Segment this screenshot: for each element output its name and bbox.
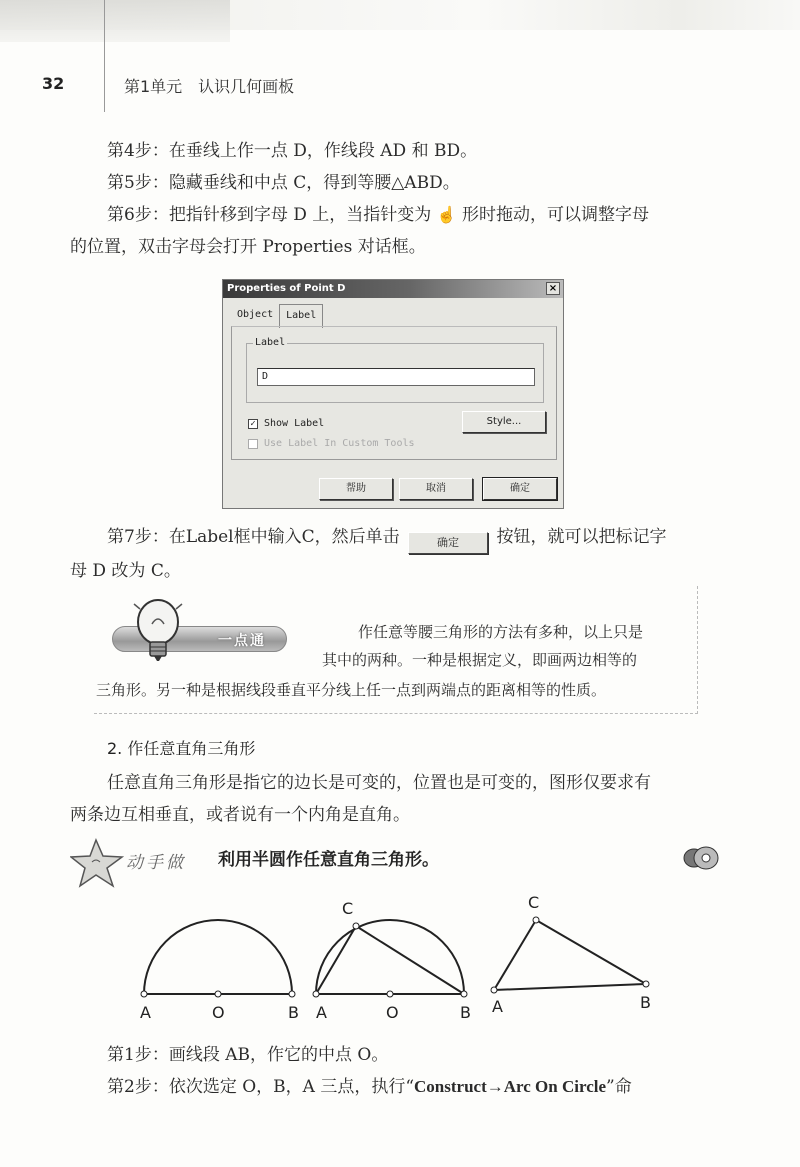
bottom-step-2-b: ”命 — [606, 1077, 632, 1097]
activity-task: 利用半圆作任意直角三角形。 — [218, 850, 439, 870]
chapter-title: 第1单元 认识几何画板 — [124, 77, 295, 96]
semicircle-arc — [144, 920, 292, 994]
right-triangle-figures — [120, 888, 680, 1028]
label-c-3: C — [528, 893, 540, 912]
activity-label: 动手做 — [126, 853, 186, 873]
segment-ab-3 — [494, 984, 646, 990]
step-6-line-2: 的位置，双击字母会打开 Properties 对话框。 — [70, 237, 426, 257]
point-a-2 — [313, 991, 319, 997]
point-c-3 — [533, 917, 539, 923]
style-button[interactable]: Style... — [462, 411, 546, 433]
close-icon[interactable]: × — [546, 282, 560, 295]
figure-semicircle — [140, 920, 299, 1022]
point-a — [141, 991, 147, 997]
label-b-2: B — [460, 1003, 471, 1022]
section-para-line-1: 任意直角三角形是指它的边长是可变的，位置也是可变的，图形仅要求有 — [107, 773, 651, 793]
section-heading: 2. 作任意直角三角形 — [107, 739, 256, 758]
step-4-text: 第4步：在垂线上作一点 D，作线段 AD 和 BD。 — [107, 141, 478, 161]
page-number: 32 — [42, 74, 65, 93]
step-6-text-b: 形时拖动，可以调整字母 — [462, 205, 649, 225]
point-o — [215, 991, 221, 997]
label-a-3: A — [492, 997, 503, 1016]
step-7-line-2: 母 D 改为 C。 — [70, 561, 181, 581]
label-c-2: C — [342, 899, 354, 918]
bottom-step-1: 第1步：画线段 AB，作它的中点 O。 — [107, 1045, 389, 1065]
step-7-text-a: 第7步：在Label框中输入C，然后单击 — [107, 527, 400, 547]
segment-ac-3 — [494, 920, 536, 990]
dialog-tabs — [231, 304, 323, 326]
tip-line-1: 作任意等腰三角形的方法有多种，以上只是 — [358, 623, 644, 641]
hand-pointer-icon: ☝ — [436, 205, 457, 224]
point-a-3 — [491, 987, 497, 993]
point-o-2 — [387, 991, 393, 997]
label-o-2: O — [386, 1003, 399, 1022]
scan-header-shade — [0, 0, 230, 42]
bottom-step-2-a: 第2步：依次选定 O，B，A 三点，执行“ — [107, 1077, 415, 1097]
tip-line-2: 其中的两种。一种是根据定义，即画两边相等的 — [322, 651, 638, 669]
label-o: O — [212, 1003, 225, 1022]
dialog-tab-panel — [231, 326, 557, 460]
label-a: A — [140, 1003, 151, 1022]
label-b: B — [288, 1003, 299, 1022]
tip-line-3: 三角形。另一种是根据线段垂直平分线上任一点到两端点的距离相等的性质。 — [96, 681, 607, 699]
cancel-button[interactable]: 取消 — [399, 478, 473, 500]
ok-button[interactable]: 确定 — [483, 478, 557, 500]
use-label-checkbox — [248, 439, 258, 449]
label-group-title: Label — [255, 337, 286, 348]
label-group — [246, 337, 544, 403]
segment-cb-3 — [536, 920, 646, 984]
header-divider — [104, 0, 105, 112]
step-6-line-1 — [107, 200, 649, 230]
section-para-line-2: 两条边互相垂直，或者说有一个内角是直角。 — [70, 805, 410, 825]
figure-inscribed-triangle — [313, 899, 471, 1022]
point-b-2 — [461, 991, 467, 997]
show-label-text: Show Label — [264, 418, 325, 429]
light-bulb-icon — [128, 596, 188, 666]
label-a-2: A — [316, 1003, 327, 1022]
tip-badge-label: 一点通 — [218, 633, 266, 649]
step-7-line-1 — [107, 522, 666, 554]
dialog-titlebar — [223, 280, 563, 298]
tab-object[interactable]: Object — [237, 309, 274, 320]
inline-ok-button: 确定 — [408, 532, 488, 554]
properties-dialog — [222, 279, 564, 509]
label-input[interactable]: D — [257, 368, 535, 386]
point-b — [289, 991, 295, 997]
point-c-2 — [353, 923, 359, 929]
use-label-text: Use Label In Custom Tools — [264, 438, 415, 449]
tab-label[interactable]: Label — [279, 304, 323, 328]
cd-disc-icon — [680, 846, 722, 870]
show-label-checkbox[interactable]: ✓ — [248, 419, 258, 429]
segment-cb — [356, 926, 464, 994]
label-b-3: B — [640, 993, 651, 1012]
dialog-title: Properties of Point D — [227, 283, 346, 294]
step-5-text: 第5步：隐藏垂线和中点 C，得到等腰△ABD。 — [107, 173, 460, 193]
bottom-step-2-command: Construct→Arc On Circle — [414, 1077, 607, 1096]
point-b-3 — [643, 981, 649, 987]
step-6-text-a: 第6步：把指针移到字母 D 上，当指针变为 — [107, 205, 432, 225]
step-7-text-b: 按钮，就可以把标记字 — [496, 527, 667, 547]
help-button[interactable]: 帮助 — [319, 478, 393, 500]
bottom-step-2 — [107, 1072, 632, 1102]
star-icon — [70, 838, 126, 888]
figure-right-triangle — [491, 893, 651, 1016]
segment-ac — [316, 926, 356, 994]
